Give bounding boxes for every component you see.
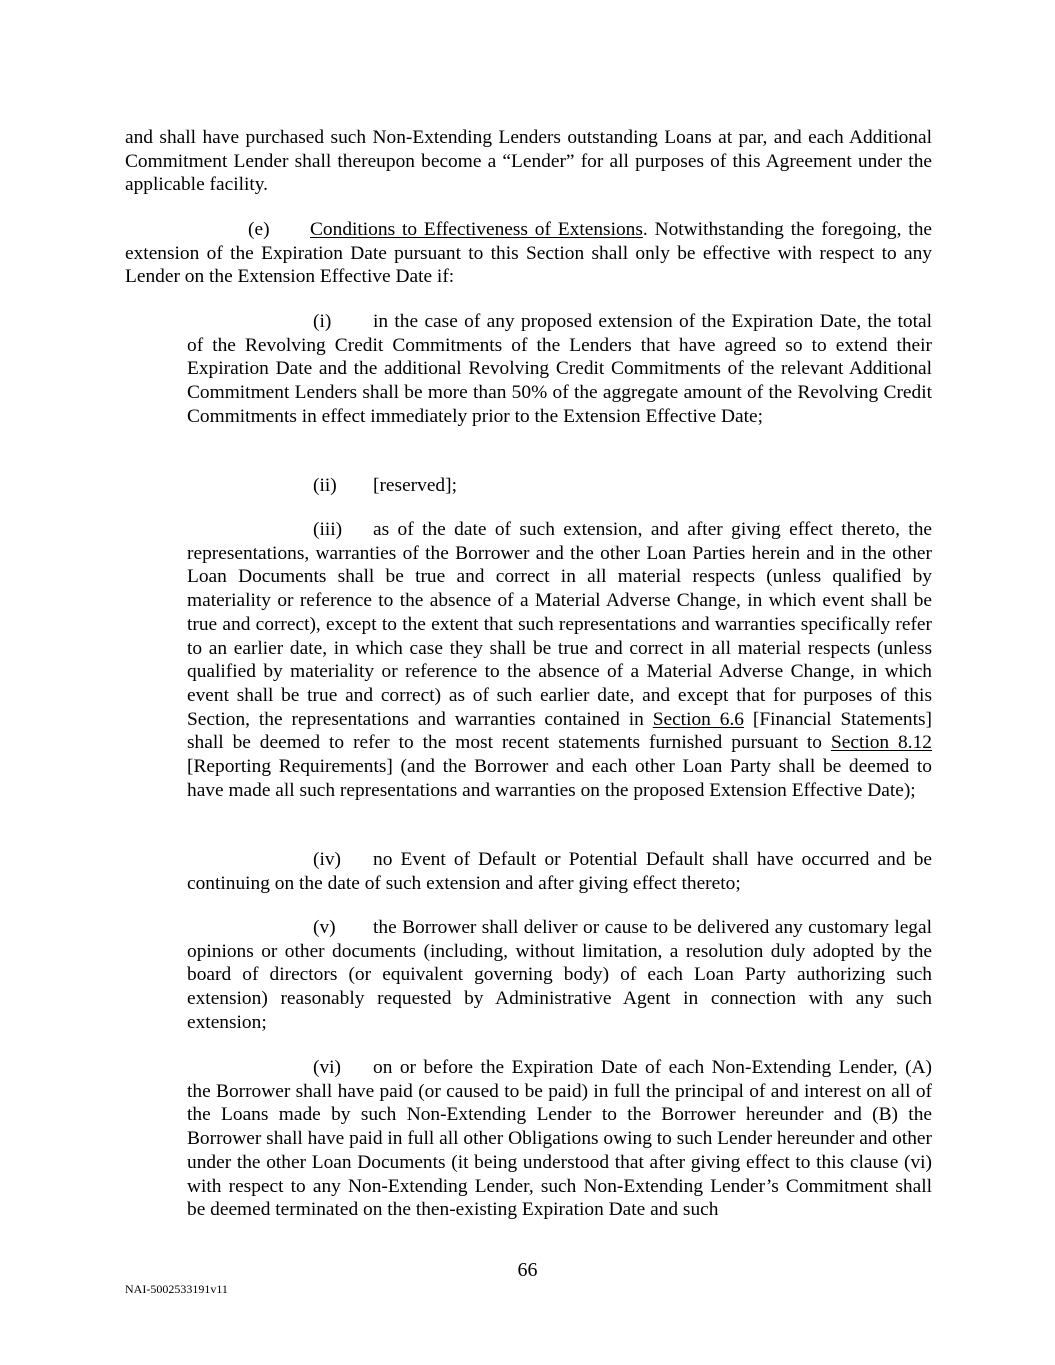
clause-iii-text-b: [Financial Statements] shall be deemed to refer to the most recent statements furnished pursuant to: [187, 708, 933, 754]
clause-iv: [187, 848, 932, 895]
clause-iv-text: no Event of Default or Potential Default shall have occurred and be continuing on the date of such extension and after giving effect thereto;: [187, 849, 932, 894]
section-6-6-reference: Section 6.6: [652, 708, 745, 730]
clause-v-label: (v): [313, 917, 336, 938]
section-e-paragraph: [125, 218, 932, 289]
document-id: NAI-5002533191v11: [125, 1282, 228, 1296]
clause-iii-label: (iii): [313, 519, 343, 540]
clause-i: [187, 310, 932, 429]
clause-ii: [187, 474, 932, 498]
clause-i-text: in the case of any proposed extension of the Expiration Date, the total of the Revolving Credit Commitments of the Lenders that have agreed so to extend their Expiration Date and the additional Revolving Credit Commitments of the relevant Additional Commitment Lenders shall be more than 50% of the aggregate amount of the Revolving Credit Commitments in effect immediately prior to the Extension Effective Date;: [187, 311, 932, 427]
section-e-heading: Conditions to Effectiveness of Extensions: [310, 219, 643, 240]
continuation-text: and shall have purchased such Non-Extending Lenders outstanding Loans at par, and each Additional Commitment Lender shall thereupon become a “Lender” for all purposes of this Agreement under the applicable facility.: [125, 127, 932, 196]
clause-iii: [187, 518, 932, 802]
section-8-12-reference: Section 8.12: [830, 732, 932, 754]
clause-i-label: (i): [313, 311, 332, 332]
clause-vi-label: (vi): [313, 1057, 341, 1078]
clause-iii-text-a: as of the date of such extension, and after giving effect thereto, the representations, warranties of the Borrower and the other Loan Parties herein and in the other Loan Documents shall be true and correct in all material respects (unless qualified by materiality or reference to the absence of a Material Adverse Change, in which event shall be true and correct), except to the extent that such representations and warranties specifically refer to an earlier date, in which case they shall be true and correct in all material respects (unless qualified by materiality or reference to the absence of a Material Adverse Change, in which event shall be true and correct) as of such earlier date, and except that for purposes of this Section, the representations and warranties contained in: [187, 519, 932, 730]
page-number: 66: [517, 1259, 538, 1281]
section-e-label: (e): [248, 219, 270, 240]
section-e-text: . Notwithstanding the foregoing, the extension of the Expiration Date pursuant to this Section shall only be effective with respect to any Lender on the Extension Effective Date if:: [125, 219, 932, 288]
clause-iv-label: (iv): [313, 849, 341, 870]
clause-v: [187, 916, 932, 1035]
clause-ii-text: [reserved];: [373, 475, 457, 496]
clause-vi: [187, 1056, 932, 1222]
clause-vi-text: on or before the Expiration Date of each Non-Extending Lender, (A) the Borrower shall have paid (or caused to be paid) in full the principal of and interest on all of the Loans made by such Non-Extending Lender to the Borrower hereunder and (B) the Borrower shall have paid in full all other Obligations owing to such Lender hereunder and other under the other Loan Documents (it being understood that after giving effect to this clause (vi) with respect to any Non-Extending Lender, such Non-Extending Lender’s Commitment shall be deemed terminated on the then-existing Expiration Date and such: [187, 1057, 932, 1221]
continuation-paragraph: [125, 126, 932, 197]
clause-v-text: the Borrower shall deliver or cause to be delivered any customary legal opinions or other documents (including, without limitation, a resolution duly adopted by the board of directors (or equivalent governing body) of each Loan Party authorizing such extension) reasonably requested by Administrative Agent in connection with any such extension;: [187, 917, 932, 1033]
clause-ii-label: (ii): [313, 475, 337, 496]
clause-iii-text-c: [Reporting Requirements] (and the Borrower and each other Loan Party shall be deemed to have made all such representations and warranties on the proposed Extension Effective Date);: [187, 756, 932, 801]
